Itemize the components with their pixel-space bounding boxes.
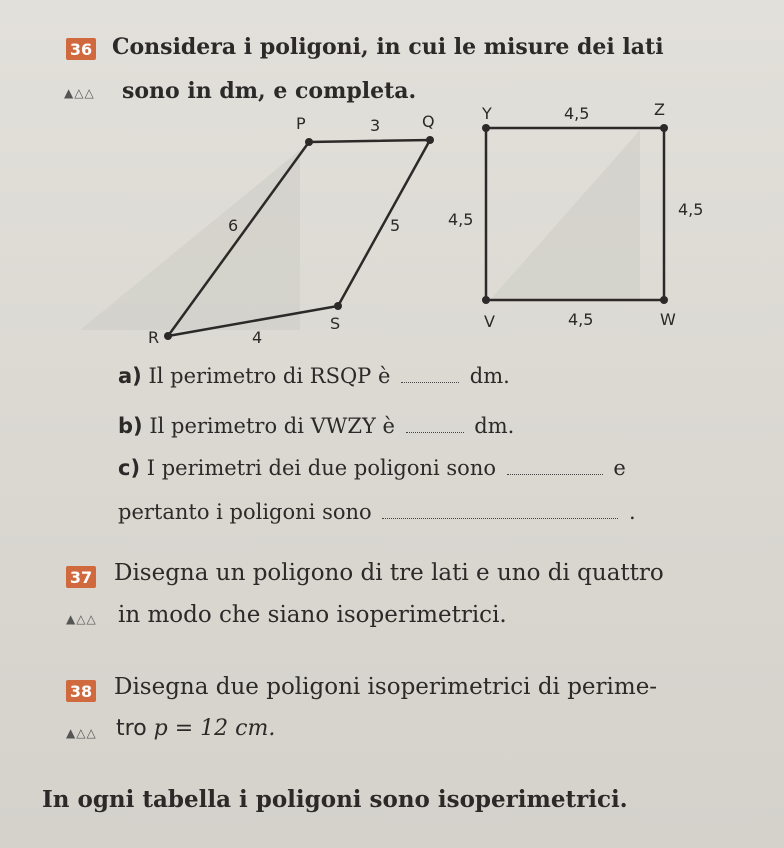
question-c-end: .: [629, 500, 636, 524]
vertex-label-Q: Q: [422, 112, 435, 131]
question-b-label: b): [118, 414, 143, 438]
section-footer-note: In ogni tabella i poligoni sono isoperimetrici.: [42, 786, 628, 813]
question-c-line2-text: pertanto i poligoni sono: [118, 500, 372, 524]
question-c-label: c): [118, 456, 141, 480]
question-a-text: Il perimetro di RSQP è: [148, 364, 391, 388]
side-label-bottom: 4: [252, 328, 263, 347]
exercise-number: 36: [69, 39, 93, 59]
question-c-text: I perimetri dei due poligoni sono: [146, 456, 496, 480]
difficulty-triangles-icon: ▲△△: [66, 726, 97, 740]
question-a-unit: dm.: [469, 364, 510, 388]
exercise-36-line1: Considera i poligoni, in cui le misure dei lati: [112, 34, 664, 60]
exercise-37-line1: Disegna un poligono di tre lati e uno di quattro: [114, 560, 664, 586]
exercise-number: 37: [69, 567, 93, 587]
square-side-top: 4,5: [564, 104, 590, 123]
vertex-label-Y: Y: [482, 104, 492, 123]
square-side-right: 4,5: [678, 200, 704, 219]
square-side-bottom: 4,5: [568, 310, 594, 329]
question-c-line2: [118, 500, 636, 524]
exercise-number-badge: [66, 680, 96, 702]
question-c: [118, 456, 626, 480]
vertex-label-R: R: [148, 328, 160, 347]
answer-blank-a[interactable]: [401, 381, 459, 383]
difficulty-triangles-icon: ▲△△: [64, 86, 95, 100]
difficulty-triangles-icon: ▲△△: [66, 612, 97, 626]
question-b: [118, 414, 514, 438]
exercise-number: 38: [69, 681, 93, 701]
exercise-36-line2: sono in dm, e completa.: [122, 78, 417, 104]
question-b-text: Il perimetro di VWZY è: [149, 414, 395, 438]
question-b-unit: dm.: [474, 414, 515, 438]
exercise-38-line1: Disegna due poligoni isoperimetrici di perime-: [114, 674, 658, 700]
vertex-label-V: V: [484, 312, 495, 331]
exercise-number-badge: [66, 566, 96, 588]
exercise-38-line2: [116, 716, 275, 741]
square-side-left: 4,5: [448, 210, 474, 229]
answer-blank-c1[interactable]: [507, 473, 603, 475]
question-a: [118, 364, 510, 388]
side-label-left: 6: [228, 216, 239, 235]
side-label-top: 3: [370, 116, 381, 135]
exercise-37-line2: in modo che siano isoperimetrici.: [118, 602, 507, 628]
exercise-38-math: p = 12 cm.: [153, 716, 276, 741]
vertex-label-W: W: [660, 310, 676, 329]
vertex-label-S: S: [330, 314, 341, 333]
question-c-conj: e: [613, 456, 626, 480]
side-label-right: 5: [390, 216, 401, 235]
exercise-38-prefix: tro: [116, 716, 147, 741]
vertex-label-Z: Z: [654, 100, 665, 119]
answer-blank-b[interactable]: [406, 431, 464, 433]
answer-blank-c2[interactable]: [382, 517, 618, 519]
vertex-label-P: P: [296, 114, 306, 133]
question-a-label: a): [118, 364, 142, 388]
